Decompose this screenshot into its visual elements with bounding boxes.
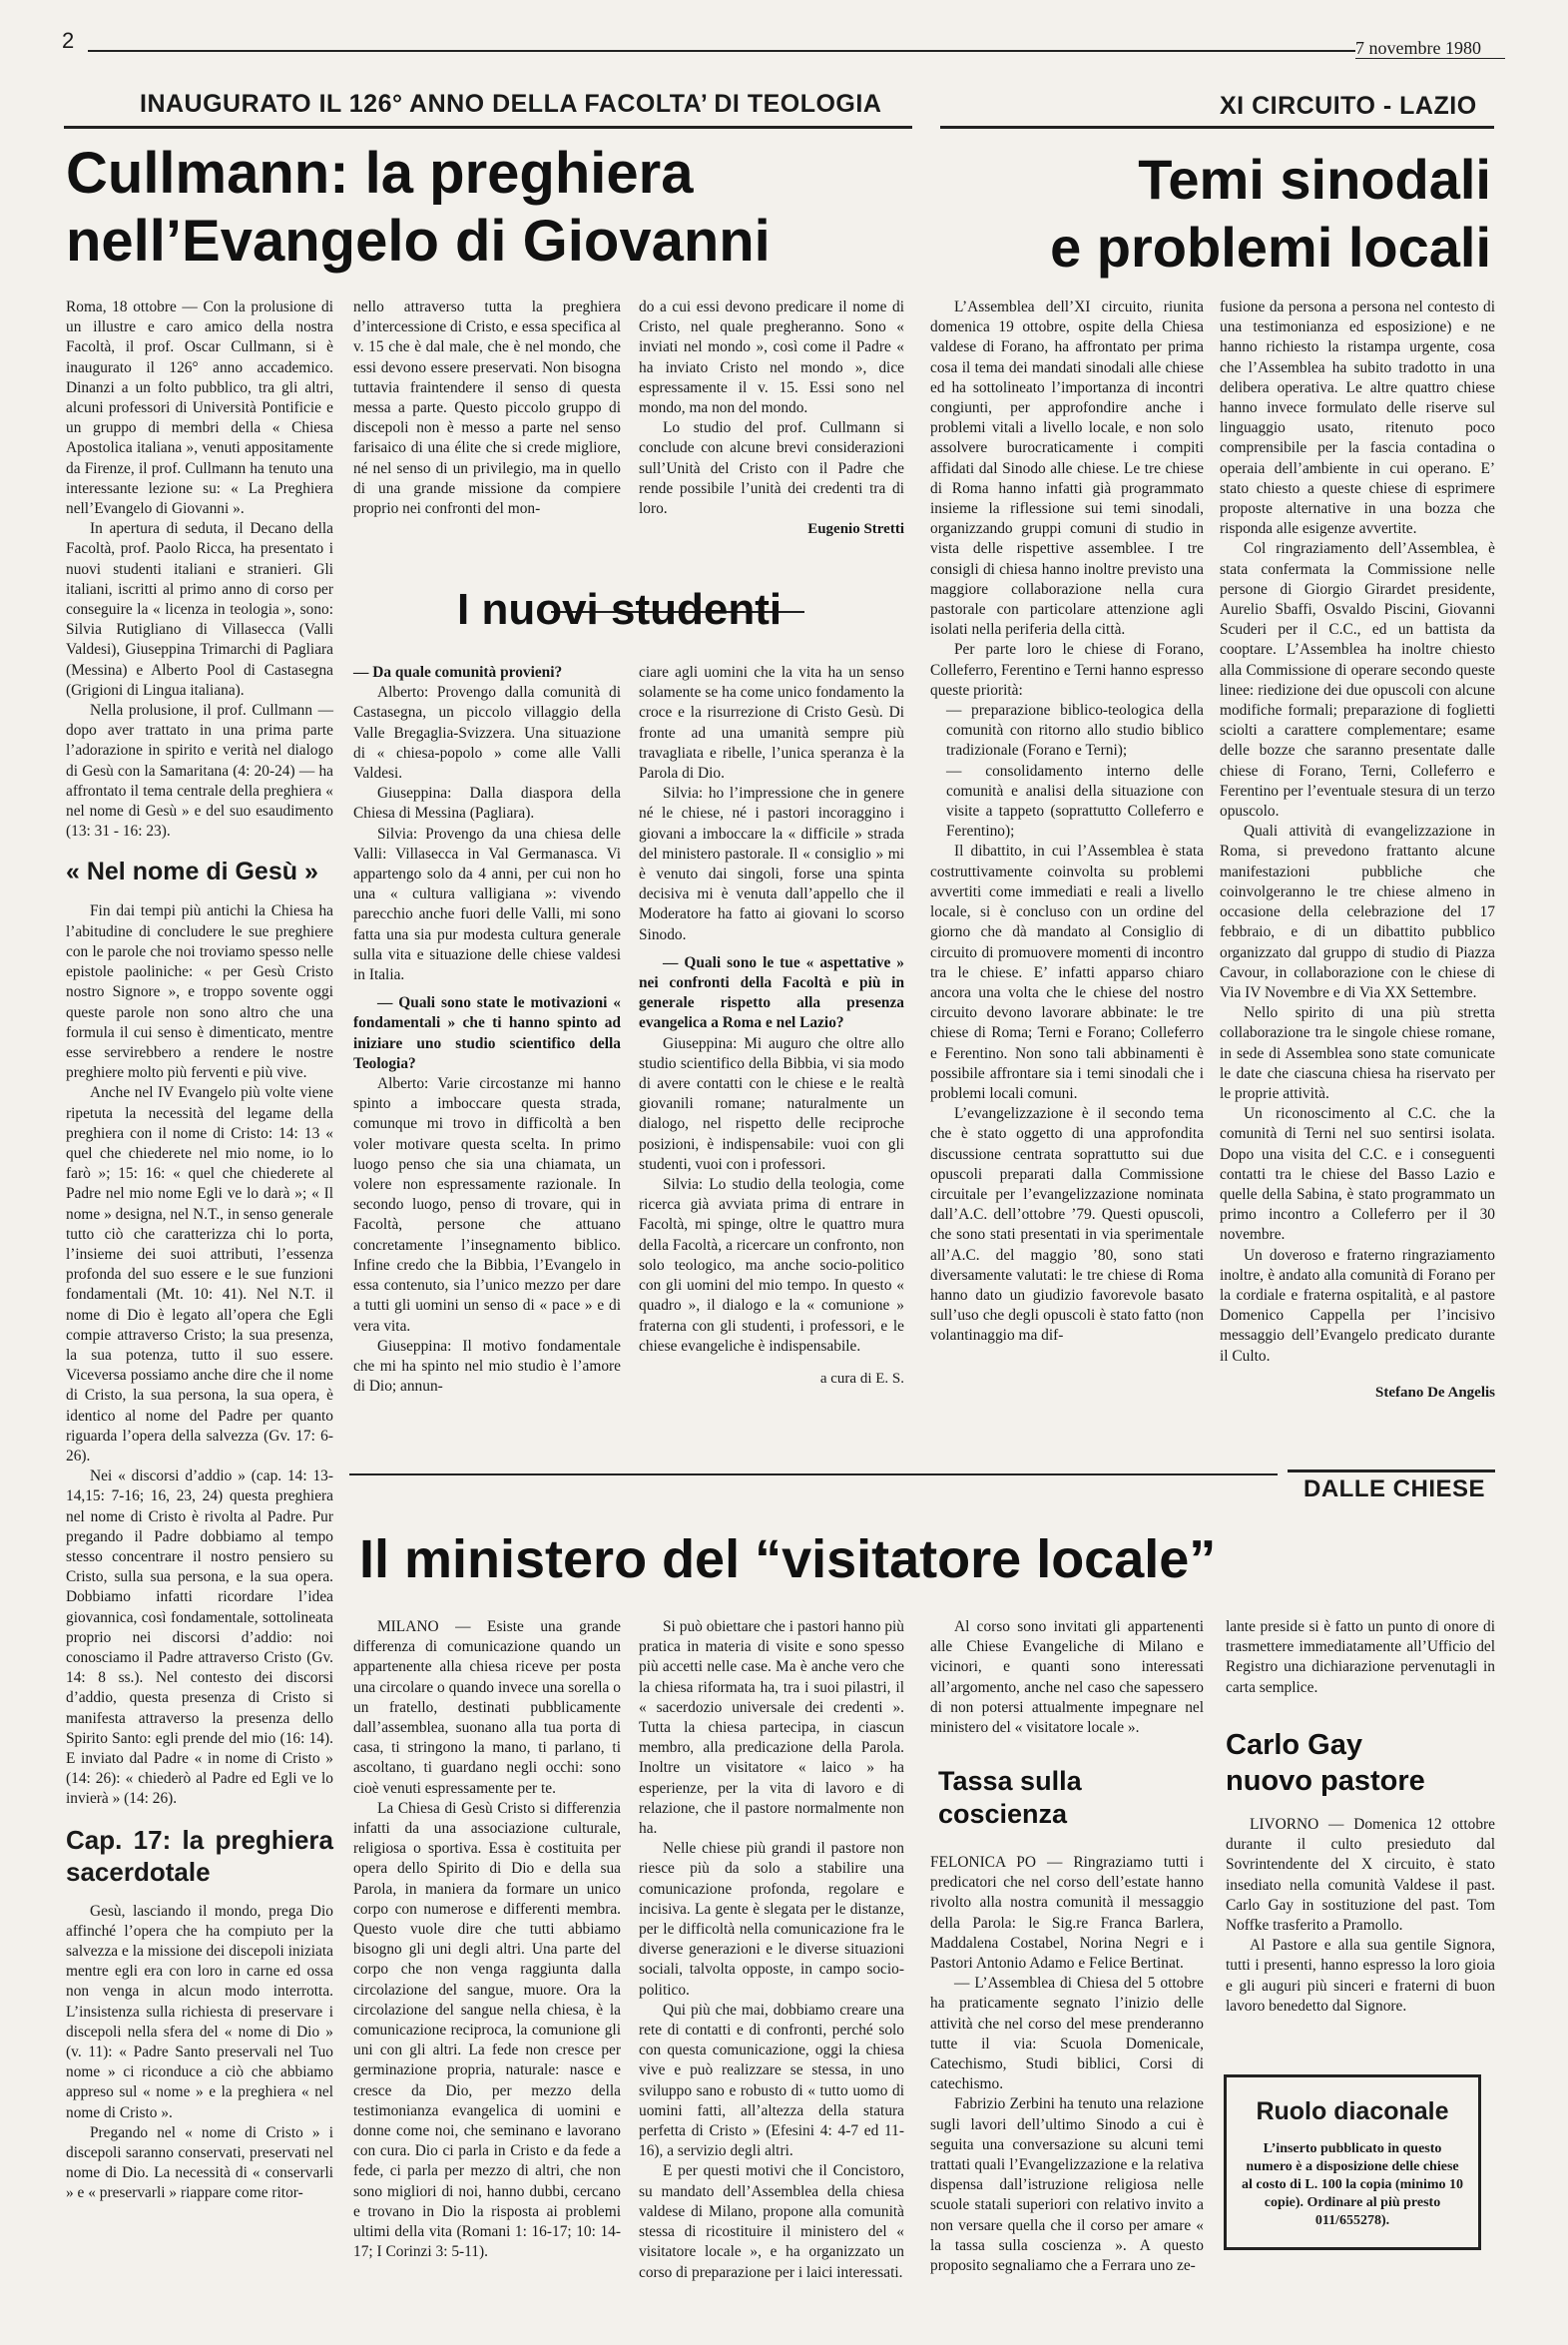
- gay-headline: [1226, 1727, 1425, 1799]
- dalle-chiese-kicker: DALLE CHIESE: [1304, 1475, 1486, 1502]
- masthead-rule: [88, 50, 1355, 52]
- visitatore-paragraph: La Chiesa di Gesù Cristo si differenzia infatti da una associazione culturale, religiosa o sportiva. Essa è costituita per opera dello Spirito di Dio e della sua Parola, in maniera da formare un unico corpo con numerose e differenti membra. Questo vuole dire che tutti abbiamo bisogno gli uni degli altri. Una parte del corpo che non venga raggiunta dalla circolazione del sangue, muore. Ora la circolazione del sangue nella chiesa, è la comunicazione reciproca, la comunione gli uni con gli altri. La fede non cresce per germinazione propria, naturale: nasce e cresce da Dio, per mezzo della testimonianza evangelica di uomini e donne come noi, che seminano e lavorano con cura. Dio ci parla in Cristo e da fede a fede, ci parla per mezzo di altri, che non sono migliori di noi, hanno dubbi, cercano e trovano in Dio la risposta ai problemi ultimi della vita (Romani 1: 16-17; 10: 14-17; I Corinzi 3: 5-11).: [353, 1799, 621, 2261]
- temi-column-2: [1220, 297, 1495, 1403]
- gay-headline-line2: nuovo pastore: [1226, 1765, 1425, 1797]
- visitatore-column-1: [353, 1617, 621, 2263]
- visitatore-column-3: [930, 1617, 1204, 1738]
- cullmann-subhead-cap17: Cap. 17: la preghiera sacerdotale: [66, 1824, 333, 1887]
- temi-headline-line1: Temi sinodali: [1138, 148, 1491, 211]
- tassa-headline: Tassa sulla coscienza: [938, 1766, 1082, 1829]
- visitatore-headline: Il ministero del “visitatore locale”: [359, 1529, 1217, 1589]
- cullmann-signature: Eugenio Stretti: [807, 521, 904, 538]
- visitatore-paragraph: Si può obiettare che i pastori hanno più pratica in materia di visite e sono spesso più accetti nelle case. Ma è anche vero che la chiesa riformata ha, tra i suoi pilastri, il « sacerdozio universale dei credenti ». Tutta la chiesa partecipa, in ciascun membro, alla predicazione della Parola. Inoltre un visitatore « laico » ha esperienze, per la vita di lavoro e di relazione, che il pastore normalmente non ha.: [639, 1618, 904, 1838]
- cullmann-paragraph: In apertura di seduta, il Decano della Facoltà, prof. Paolo Ricca, ha presentato i nuovi studenti italiani e stranieri. Gli italiani, iscritti al primo anno di corso per conseguire la « licenza in teologia », sono: Silvia Rutigliano di Villasecca (Valli Valdesi), Giuseppina Trimarchi di Pagliara (Messina) e Alberto Pool di Castasegna (Grigioni di Lingua italiana).: [66, 520, 333, 699]
- visitatore-paragraph: Qui più che mai, dobbiamo creare una rete di contatti e di confronti, perché solo con questa comunicazione, oggi la chiesa vive e può realizzare se stessa, in uno sviluppo sano e robusto di « tutto uomo di uomini fatti, all’altezza della statura perfetta di Cristo » (Efesini 4: 4-7 ed 11-16), a servizio degli altri.: [639, 2001, 904, 2160]
- studenti-column-2: [353, 663, 621, 1397]
- visitatore-paragraph: lante preside si è fatto un punto di onore di trasmettere immediatamente all’Ufficio del Registro una dichiarazione pervenutagli in carta semplice.: [1226, 1618, 1495, 1696]
- studenti-answer: Silvia: ho l’impressione che in genere né le chiese, né i pastori incoraggino i giovani a imboccare la « difficile » strada del ministero pastorale. Il « consiglio » mi è venuto dai singoli, forse una spinta decisiva mi è venuta dall’appello che il Moderatore ha fatto ai giovani lo scorso Sinodo.: [639, 785, 904, 943]
- visitatore-paragraph: MILANO — Esiste una grande differenza di comunicazione quando un appartenente alla chiesa riceve per posta una circolare o quando invece una sorella o un fratello, destinati pubblicamente dall’assemblea, suonano alla tua porta di casa, ti stringono la mano, ti parlano, ti ascoltano, ti guardano negli occhi: sono cioè venuti espressamente per te.: [353, 1618, 621, 1797]
- temi-paragraph: Il dibattito, in cui l’Assemblea è stata costruttivamente coinvolta su problemi avvertiti come immediati e reali a livello locale, si è concluso con un ordine del giorno che dà mandato al Consiglio di circuito di promuovere momenti di incontro tra le chiese. E’ infatti apparso chiaro ancora una volta che le chiese del nostro circuito devono lavorare abbinate: le tre chiese di Roma; Terni e Forano; Colleferro e Ferentino. Non sono tali abbinamenti è possibile affrontare sia i temi sinodali che i problemi locali comuni.: [930, 843, 1204, 1102]
- studenti-headline: I nuovi studenti: [457, 585, 783, 634]
- cullmann-paragraph: do a cui essi devono predicare il nome di Cristo, nel quale pregheranno. Sono « inviati nel mondo », così come il Padre « ha inviato Cristo nel mondo », dice espressamente il v. 15. Essi sono nel mondo, ma non del mondo.: [639, 298, 904, 417]
- cullmann-paragraph: Pregando nel « nome di Cristo » i discepoli saranno conservati, preservati nel nome di Dio. La necessità di « conservarli » e « preservarli » riappare come ritor-: [66, 2123, 333, 2202]
- cullmann-paragraph: Gesù, lasciando il mondo, prega Dio affinché l’opera che ha compiuto per la salvezza e la missione dei discepoli iniziata mentre egli era con loro in carne ed ossa non venga in alcun modo interrotta. L’insistenza sulla richiesta di preservare i discepoli nella sfera del « nome di Dio » (v. 11): « Padre Santo preservali nel Tuo nome » ci riconduce a ciò che abbiamo appreso sul « nome » e la preghiera « nel nome di Cristo ».: [66, 1902, 333, 2121]
- temi-column-1: [930, 297, 1204, 1347]
- tassa-paragraph: Fabrizio Zerbini ha tenuto una relazione sugli lavori dell’ultimo Sinodo a cui è seguita una conversazione su alcuni temi trattati quali l’Evangelizzazione e la relativa dispensa dall’istruzione religiosa nelle scuole statali superiori con relativo invito a non versare quella che il corso per amare « la tassa sulla coscienza ». A questo proposito segnaliamo che a Ferrara uno ze-: [930, 2095, 1204, 2275]
- studenti-answer: Silvia: Lo studio della teologia, come ricerca già avviata prima di entrare in Facoltà, mi spinge, oltre le quattro mura della Facoltà, a ricercare un confronto, non solo teologico, ma anche socio-politico con gli uomini del mio tempo. In questo « quadro », il dialogo e la « comunione » fraterna con gli studenti, i professori, e le chiese evangeliche è indispensabile.: [639, 1176, 904, 1355]
- cullmann-paragraph: Roma, 18 ottobre — Con la prolusione di un illustre e caro amico della nostra Facoltà, il prof. Oscar Cullmann, si è inaugurato il 126° anno accademico. Dinanzi a un folto pubblico, tra gli altri, alcuni professori di Università Pontificie e un gruppo di membri della « Chiesa Apostolica italiana », venuti appositamente da Firenze, il prof. Cullmann ha tenuto una interessante lezione su: « La Preghiera nell’Evangelo di Giovanni ».: [66, 298, 333, 518]
- gay-headline-line1: Carlo Gay: [1226, 1729, 1362, 1761]
- ruolo-diaconale-box: [1224, 2074, 1481, 2250]
- cullmann-paragraph: Nella prolusione, il prof. Cullmann — dopo aver trattato in una prima parte l’adorazione in spirito e verità nel dialogo di Gesù con la Samaritana (4: 20-24) — ha affrontato il tema centrale della preghiera « nel nome di Gesù » e del suo esaudimento (13: 31 - 16: 23).: [66, 702, 333, 841]
- cullmann-paragraph: nello attraverso tutta la preghiera d’intercessione di Cristo, e essa specifica al v. 15 che è dal male, che è nel mondo, che essi devono essere preservati. Non bisogna tuttavia fraintendere il senso di questa messa a parte. Questo piccolo gruppo di discepoli non è messo a parte nel senso farisaico di una élite che si crede migliore, né nel senso di un privilegio, ma in quello di una grande missione da compiere proprio nei confronti del mon-: [353, 298, 621, 518]
- gay-paragraph: LIVORNO — Domenica 12 ottobre durante il culto presieduto dal Sovrintendente del X circuito, è stato insediato nella comunità Valdese il past. Carlo Gay in sostituzione del past. Tom Noffke trasferito a Pramollo.: [1226, 1816, 1495, 1935]
- temi-headline-line2: e problemi locali: [1050, 216, 1491, 279]
- temi-list-item: — consolidamento interno delle comunità e analisi della situazione con visite a tappeto (soprattutto Colleferro e Ferentino);: [946, 762, 1204, 841]
- visitatore-paragraph: E per questi motivi che il Concistoro, su mandato dell’Assemblea della chiesa valdese di Milano, propone alla comunità stessa di ricostituire il ministero del « visitatore locale », e ha organizzato un corso di preparazione per i laici interessati.: [639, 2162, 904, 2281]
- temi-list-item: — preparazione biblico-teologica della comunità con ritorno allo studio biblico tradizionale (Forano e Terni);: [946, 702, 1204, 760]
- temi-paragraph: Un riconoscimento al C.C. che la comunità di Terni nel suo sentirsi isolata. Dopo una visita del C.C. e i conseguenti contatti tra le chiese del Basso Lazio e quelle della Sabina, è stato programmato un primo incontro a Colleferro per il 30 novembre.: [1220, 1105, 1495, 1244]
- temi-paragraph: Col ringraziamento dell’Assemblea, è stata confermata la Commissione nelle persone di Giorgio Girardet presidente, Aurelio Sbaffi, Osvaldo Piscini, Giovanni Scuderi per il C.C., ed un battista da cooptare. L’Assemblea ha inoltre chiesto alla Commissione di operare secondo queste linee: riedizione dei due opuscoli con alcune modifiche formali; preparazione di foglietti sciolti a carattere complementare; esame delle bozze che saranno presentate dalle chiese di Forano, Terni, Colleferro e Ferentino per l’eventuale stesura di un terzo opuscolo.: [1220, 540, 1495, 821]
- right-kicker: XI CIRCUITO - LAZIO: [1220, 92, 1477, 120]
- temi-headline: [998, 146, 1491, 282]
- studenti-question: — Da quale comunità provieni?: [353, 664, 563, 681]
- temi-paragraph: Quali attività di evangelizzazione in Roma, si prevedono frattanto alcune manifestazioni pubbliche che coinvolgeranno le tre chiese almeno in occasione della celebrazione del 17 febbraio, e di un dibattito pubblico organizzato dal gruppo di studio di Piazza Cavour, in collaborazione con le chiese di Via IV Novembre e di Via XX Settembre.: [1220, 823, 1495, 1001]
- temi-paragraph: Per parte loro le chiese di Forano, Colleferro, Ferentino e Terni hanno espresso queste priorità:: [930, 641, 1204, 699]
- kicker-rule-left: [64, 126, 912, 129]
- cullmann-column-2: [353, 297, 621, 519]
- studenti-signature: a cura di E. S.: [819, 1370, 904, 1387]
- cullmann-column-3: [639, 297, 904, 539]
- temi-signature: Stefano De Angelis: [1375, 1384, 1495, 1401]
- studenti-answer: Giuseppina: Mi auguro che oltre allo studio scientifico della Bibbia, vi sia modo di avere contatti con le chiese e le realtà giovanili romane; naturalmente un dialogo, nel rispetto delle reciproche posizioni, è indispensabile: vuoi con gli studenti, vuoi con i professori.: [639, 1034, 904, 1173]
- studenti-answer: Alberto: Provengo dalla comunità di Castasegna, un piccolo villaggio della Valle Bregaglia-Svizzera. Una situazione di « chiesa-popolo » come alle Valli Valdesi.: [353, 684, 621, 783]
- cullmann-paragraph: Fin dai tempi più antichi la Chiesa ha l’abitudine di concludere le sue preghiere con le parole che noi troviamo spesso nelle epistole paoliniche: « per Gesù Cristo nostro Signore », e troppo sovente oggi queste parole non sono altro che una formula il cui senso è dimenticato, mentre esse servirebbero a rendere le nostre preghiere molto più ferventi e più vive.: [66, 902, 333, 1082]
- visitatore-paragraph: Nelle chiese più grandi il pastore non riesce più da solo a stabilire una comunicazione profonda, regolare e incisiva. La gente è slegata per le distanze, per le difficoltà nella comunicazione fra le diverse generazioni e le diverse situazioni sociali, talvolta opposte, in campo socio-politico.: [639, 1840, 904, 1999]
- tassa-paragraph: — L’Assemblea di Chiesa del 5 ottobre ha praticamente segnato l’inizio delle attività che nel corso del mese prenderanno tutte il via: Scuola Domenicale, Catechismo, Studi biblici, Corsi di catechismo.: [930, 1975, 1204, 2093]
- temi-paragraph: L’Assemblea dell’XI circuito, riunita domenica 19 ottobre, ospite della Chiesa valdese di Forano, ha affrontato per prima cosa il tema dei mandati sinodali alle chiese ed ha sottolineato l’importanza di incontri congiunti, per approfondire anche i problemi vitali a livello locale, e non solo assolvere burocraticamente i compiti affidati dal Sinodo alle chiese. Le tre chiese di Roma hanno infatti già programmato insieme la riflessione sui temi sinodali, organizzando gruppi comuni di studio in vista delle rispettive assemblee. I tre consigli di chiesa hanno inoltre previsto una maggiore collaborazione nella cura pastorale con particolare attenzione agli isolati nella periferia della città.: [930, 298, 1204, 639]
- visitatore-column-4: [1226, 1617, 1495, 1698]
- gay-paragraph: Al Pastore e alla sua gentile Signora, tutti i presenti, hanno espresso la loro gioia e gli auguri più sinceri e fraterni di buon lavoro benedetto dal Signore.: [1226, 1937, 1495, 2015]
- tassa-paragraph: FELONICA PO — Ringraziamo tutti i predicatori che nel corso dell’estate hanno rivolto alla nostra comunità il messaggio della Parola: le Sig.re Franca Barlera, Maddalena Costabel, Norina Negri e i Pastori Antonio Adamo e Felice Bertinat.: [930, 1854, 1204, 1973]
- studenti-answer: Alberto: Varie circostanze mi hanno spinto a imboccare questa strada, comunque mi trovo in difficoltà a ben voler motivare questa scelta. In primo luogo penso che sia una chiamata, un volere non espressamente razionale. In secondo luogo, penso di trovare, qui in Facoltà, persone che attuano concretamente l’insegnamento biblico. Infine credo che la Bibbia, l’Evangelo in essa contenuto, sia l’unico mezzo per dare a tutti gli uomini un senso di « pace » e di vera vita.: [353, 1075, 621, 1335]
- visitatore-paragraph: Al corso sono invitati gli appartenenti alle Chiese Evangeliche di Milano e vicinori, e quanti sono interessati all’argomento, anche nel caso che sapessero di non potersi attualmente impegnare nel ministero del « visitatore locale ».: [930, 1618, 1204, 1737]
- studenti-answer: Giuseppina: Dalla diaspora della Chiesa di Messina (Pagliara).: [353, 785, 621, 823]
- cullmann-headline: [66, 140, 771, 276]
- cullmann-paragraph: Nei « discorsi d’addio » (cap. 14: 13-14,15: 7-16; 16, 23, 24) questa preghiera nel nome di Cristo è rivolta al Padre. Pur pregando il Padre dobbiamo al tempo stesso concentrare il nostro pensiero su Cristo, sulla sua persona, e la sua opera. Dobbiamo infatti ricordare l’idea giovannica, così fondamentale, sottolineata proprio nei discorsi d’addio: noi conosciamo il Padre attraverso Cristo (Gv. 14: 8 ss.). Nel contesto dei discorsi d’addio, questa presenza di Cristo si manifesta attraverso la presenza dello Spirito Santo: egli prende del mio (16: 14). E inviato dal Padre « in nome di Cristo » (14: 26): « chiederò al Padre ed Egli ve lo invierà » (14: 26).: [66, 1467, 333, 1808]
- studenti-answer: ciare agli uomini che la vita ha un senso solamente se ha come unico fondamento la croce e la risurrezione di Cristo Gesù. Di fronte ad una umanità sempre più travagliata e ribelle, l’unica speranza è la Parola di Dio.: [639, 664, 904, 783]
- page-number: 2: [62, 28, 75, 53]
- cullmann-subhead-nome: « Nel nome di Gesù »: [66, 858, 318, 886]
- studenti-answer: Giuseppina: Il motivo fondamentale che mi ha spinto nel mio studio è l’amore di Dio; annun-: [353, 1337, 621, 1396]
- ruolo-body: L’inserto pubblicato in questo numero è a disposizione delle chiese al costo di L. 100 la copia (minimo 10 copie). Ordinare al più presto 011/655278).: [1241, 2141, 1464, 2228]
- cullmann-paragraph: Lo studio del prof. Cullmann si conclude con alcune brevi considerazioni sull’Unità del Cristo con il Padre che rende possibile l’unità dei credenti tra di loro.: [639, 419, 904, 518]
- dalle-chiese-rule-left: [349, 1473, 1278, 1475]
- temi-paragraph: fusione da persona a persona nel contesto di una testimonianza ed esposizione) e ne hanno richiesto la ristampa urgente, cosa che l’Assemblea ha subito tradotto in una delibera operativa. Le altre quattro chiese hanno invece formulato delle riserve sul linguaggio usato, ritenuto poco comprensibile per la fascia contadina o operaia dell’ambiente in cui operano. E’ stato chiesto a queste chiese di esprimere proposte alternative in una bozza che risponda alle esigenze avvertite.: [1220, 298, 1495, 538]
- cullmann-paragraph: Anche nel IV Evangelo più volte viene ripetuta la necessità del legame della preghiera con il nome di Cristo: 14: 13 « quel che chiederete nel mio nome, io lo farò »; 15: 16: « quel che chiederete al Padre nel mio nome Egli ve lo darà »; « Il nome » designa, nel N.T., in senso generale tutto ciò che caratterizza chi lo porta, l’insieme dei suoi attributi, l’essenza profonda del suo essere e le sue funzioni fondamentali (Mt. 10: 41). Nel N.T. il nome di Dio è legato all’opera che Egli compie attraverso Cristo; la sua presenza, la sua potenza, tutto il suo essere. Viceversa possiamo anche dire che il nome di Cristo, la sua persona, la sua opera, è identico al nome del Padre per quanto riguarda l’opera della salvezza (Gv. 17: 6-26).: [66, 1084, 333, 1465]
- studenti-question: — Quali sono state le motivazioni « fondamentali » che ti hanno spinto ad iniziare uno studio scientifico della Teologia?: [353, 994, 621, 1072]
- dalle-chiese-rule-right: [1288, 1469, 1495, 1472]
- cullmann-headline-line1: Cullmann: la preghiera: [66, 141, 694, 206]
- tassa-column: [930, 1853, 1204, 2276]
- ruolo-headline: Ruolo diaconale: [1256, 2097, 1449, 2125]
- left-kicker: INAUGURATO IL 126° ANNO DELLA FACOLTA’ DI TEOLOGIA: [140, 90, 882, 118]
- temi-paragraph: L’evangelizzazione è il secondo tema che è stato oggetto di una approfondita discussione centrata soprattutto sui due opuscoli preparati dalla Commissione circuitale per l’evangelizzazione nominata dall’A.C. dell’ottobre ’79. Questi opuscoli, che sono stati presentati in via sperimentale all’A.C. del maggio ’80, sono stati diversamente valutati: le tre chiese di Roma hanno dato un giudizio favorevole basato sull’uso che degli opuscoli è stato fatto (non volantinaggio ma dif-: [930, 1105, 1204, 1345]
- gay-column: [1226, 1815, 1495, 2017]
- issue-date: 7 novembre 1980: [1355, 38, 1481, 58]
- visitatore-column-2: [639, 1617, 904, 2283]
- cullmann-column-1: [66, 297, 333, 2204]
- studenti-answer: Silvia: Provengo da una chiesa delle Valli: Villasecca in Val Germanasca. Vi appartengo solo da 4 anni, per cui non ho una « cultura valligiana »: vivendo parecchio anche fuori delle Valli, mi sono fatta una sia pur modesta cultura generale sulla vita e situazione delle chiese valdesi in Italia.: [353, 825, 621, 984]
- masthead-rule-right: [1355, 58, 1505, 59]
- kicker-rule-right: [940, 126, 1494, 129]
- cullmann-headline-line2: nell’Evangelo di Giovanni: [66, 209, 771, 274]
- studenti-column-3: [639, 663, 904, 1389]
- studenti-question: — Quali sono le tue « aspettative » nei confronti della Facoltà e più in generale rispetto alla presenza evangelica a Roma e nel Lazio?: [639, 953, 904, 1032]
- temi-paragraph: Nello spirito di una più stretta collaborazione tra le singole chiese romane, in sede di Assemblea sono state comunicate le date che ciascuna chiesa ha riservato per le proprie attività.: [1220, 1004, 1495, 1102]
- temi-paragraph: Un doveroso e fraterno ringraziamento inoltre, è andato alla comunità di Forano per la cordiale e fraterna ospitalità, e al pastore Domenico Cappella per l’incisivo messaggio dell’Evangelo predicato durante il Culto.: [1220, 1246, 1495, 1365]
